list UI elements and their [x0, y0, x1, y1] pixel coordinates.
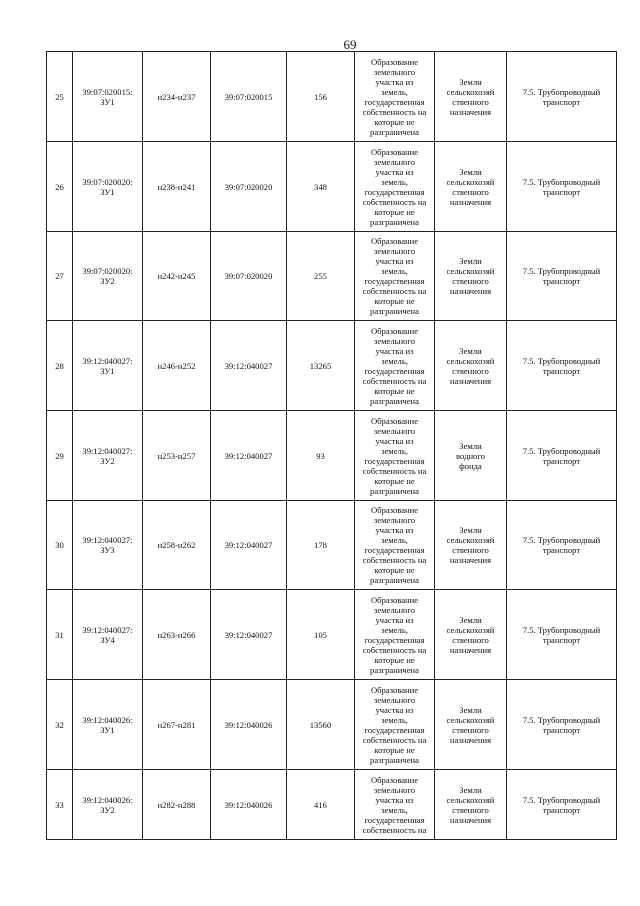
- cell-line: собственность на: [362, 824, 427, 835]
- cell-line: участка из: [375, 435, 414, 446]
- row-number-cell: [47, 590, 73, 680]
- cell-line: транспорт: [542, 545, 581, 555]
- cell-text: 105: [314, 629, 327, 640]
- formation-method-cell: [355, 590, 435, 680]
- cell-text: 255: [314, 271, 327, 281]
- cell-line: транспорт: [542, 634, 581, 645]
- cell-line: земельного: [373, 694, 416, 705]
- cell-line: которые не: [374, 116, 415, 127]
- cell-line: Земли: [459, 704, 482, 715]
- boundary-points-cell: [143, 680, 211, 770]
- boundary-points-cell: [143, 770, 211, 840]
- cadastral-quarter-cell: [211, 680, 287, 770]
- cell-line: земельного: [373, 515, 416, 525]
- cell-text: н234-н237: [157, 91, 196, 102]
- cell-line: ственного: [452, 804, 489, 815]
- cell-text: 39:07:020020: [224, 271, 273, 281]
- cell-line: разграничена: [370, 754, 419, 765]
- cadastral-number-cell: [73, 770, 143, 840]
- cell-line: земельного: [373, 335, 416, 346]
- cell-text: 13560: [309, 719, 332, 730]
- cell-line: ЗУ2: [100, 804, 115, 815]
- formation-method-cell: [355, 411, 435, 501]
- cell-text: н246-н252: [157, 360, 196, 371]
- cell-line: 39:12:040027:: [82, 445, 133, 456]
- cell-line: Земли: [459, 166, 482, 177]
- cell-line: ЗУ2: [100, 276, 115, 286]
- cell-text: н253-н257: [157, 450, 196, 461]
- cell-line: Земли: [459, 614, 482, 625]
- cell-line: Земли: [459, 76, 482, 87]
- row-number-cell: [47, 411, 73, 501]
- cell-line: назначения: [449, 286, 492, 296]
- boundary-points-cell: [143, 52, 211, 142]
- permitted-use-cell: [507, 590, 617, 680]
- cell-text: н242-н245: [157, 271, 196, 281]
- cell-line: назначения: [449, 814, 492, 825]
- cell-line: Земли: [459, 440, 482, 451]
- cell-line: которые не: [374, 385, 415, 396]
- cell-line: разграничена: [370, 395, 419, 406]
- cadastral-number-cell: [73, 321, 143, 411]
- cell-line: назначения: [449, 555, 492, 565]
- cell-line: разграничена: [370, 126, 419, 137]
- cell-line: 39:07:020020:: [82, 266, 133, 276]
- row-number-cell: [47, 770, 73, 840]
- cell-line: государственная: [364, 724, 425, 735]
- cadastral-number-cell: [73, 411, 143, 501]
- cell-line: 7.5. Трубопроводный: [522, 355, 601, 366]
- cell-line: собственность на: [362, 734, 427, 745]
- area-cell: [287, 142, 355, 232]
- cadastral-quarter-cell: [211, 142, 287, 232]
- cadastral-quarter-cell: [211, 501, 287, 590]
- cell-line: 39:12:040027:: [82, 355, 133, 366]
- cell-line: собственность на: [362, 555, 427, 565]
- cell-line: земель,: [381, 176, 408, 187]
- cadastral-quarter-cell: [211, 590, 287, 680]
- cell-line: сельскохозяй: [446, 266, 495, 276]
- cell-line: 7.5. Трубопроводный: [522, 794, 601, 805]
- land-category-cell: [435, 770, 507, 840]
- table-row: [47, 411, 617, 501]
- cell-line: которые не: [374, 654, 415, 665]
- cell-line: назначения: [449, 196, 492, 207]
- permitted-use-cell: [507, 411, 617, 501]
- cell-line: собственность на: [362, 196, 427, 207]
- cell-line: участка из: [375, 76, 414, 87]
- cell-text: 33: [55, 799, 64, 810]
- cell-text: 348: [314, 181, 327, 192]
- cell-line: участка из: [375, 525, 414, 535]
- cell-line: земельного: [373, 156, 416, 167]
- cell-text: н282-н288: [157, 799, 196, 810]
- permitted-use-cell: [507, 680, 617, 770]
- cell-line: ственного: [452, 545, 489, 555]
- cell-line: участка из: [375, 704, 414, 715]
- cell-line: участка из: [375, 794, 414, 805]
- permitted-use-cell: [507, 321, 617, 411]
- table-row: [47, 770, 617, 840]
- cell-line: назначения: [449, 375, 492, 386]
- table-body: [47, 52, 617, 840]
- cell-line: 7.5. Трубопроводный: [522, 266, 601, 276]
- permitted-use-cell: [507, 770, 617, 840]
- cell-line: сельскохозяй: [446, 624, 495, 635]
- table-row: [47, 590, 617, 680]
- cell-line: разграничена: [370, 485, 419, 496]
- cell-line: собственность на: [362, 465, 427, 476]
- cell-text: 25: [55, 91, 64, 102]
- cell-text: 30: [55, 540, 64, 550]
- cell-line: земельного: [373, 604, 416, 615]
- cell-text: 39:12:040026: [224, 719, 273, 730]
- formation-method-cell: [355, 680, 435, 770]
- cell-line: назначения: [449, 734, 492, 745]
- cadastral-number-cell: [73, 52, 143, 142]
- row-number-cell: [47, 232, 73, 321]
- area-cell: [287, 590, 355, 680]
- cell-line: разграничена: [370, 664, 419, 675]
- cadastral-quarter-cell: [211, 770, 287, 840]
- area-cell: [287, 770, 355, 840]
- cell-line: фонда: [459, 460, 482, 471]
- cell-text: 39:12:040026: [224, 799, 273, 810]
- land-plots-table: [46, 51, 617, 840]
- cell-line: государственная: [364, 814, 425, 825]
- formation-method-cell: [355, 501, 435, 590]
- cell-line: разграничена: [370, 306, 419, 316]
- cell-line: которые не: [374, 744, 415, 755]
- cell-line: Образование: [370, 594, 419, 605]
- cell-line: 7.5. Трубопроводный: [522, 86, 601, 97]
- formation-method-cell: [355, 321, 435, 411]
- cell-line: Земли: [459, 525, 482, 535]
- table-row: [47, 52, 617, 142]
- cell-line: участка из: [375, 614, 414, 625]
- row-number-cell: [47, 52, 73, 142]
- cell-line: сельскохозяй: [446, 714, 495, 725]
- page-number: 69: [343, 37, 357, 52]
- cell-line: ЗУ1: [100, 365, 115, 376]
- table-row: [47, 232, 617, 321]
- cell-text: 39:07:020015: [224, 91, 273, 102]
- table-row: [47, 501, 617, 590]
- cell-text: 178: [314, 540, 327, 550]
- cell-text: н267-н281: [157, 719, 196, 730]
- boundary-points-cell: [143, 411, 211, 501]
- cell-text: 26: [55, 181, 64, 192]
- cell-text: 39:12:040027: [224, 629, 273, 640]
- cell-text: 39:12:040027: [224, 540, 273, 550]
- cell-line: ственного: [452, 634, 489, 645]
- formation-method-cell: [355, 142, 435, 232]
- cell-text: 416: [314, 799, 327, 810]
- cell-line: земель,: [381, 624, 408, 635]
- cell-line: Образование: [370, 505, 419, 515]
- cell-line: ЗУ3: [100, 545, 115, 555]
- cadastral-quarter-cell: [211, 411, 287, 501]
- cell-line: Образование: [370, 146, 419, 157]
- cell-line: водного: [456, 450, 485, 461]
- permitted-use-cell: [507, 52, 617, 142]
- boundary-points-cell: [143, 321, 211, 411]
- cell-line: 39:12:040027:: [82, 624, 133, 635]
- cadastral-number-cell: [73, 232, 143, 321]
- cell-line: государственная: [364, 186, 425, 197]
- cell-line: 39:12:040026:: [82, 794, 133, 805]
- land-category-cell: [435, 321, 507, 411]
- area-cell: [287, 411, 355, 501]
- cell-line: транспорт: [542, 365, 581, 376]
- cell-line: государственная: [364, 455, 425, 466]
- area-cell: [287, 680, 355, 770]
- cell-line: 39:07:020020:: [82, 176, 133, 187]
- cell-line: транспорт: [542, 276, 581, 286]
- cell-line: транспорт: [542, 96, 581, 107]
- cell-line: земель,: [381, 445, 408, 456]
- cell-line: ЗУ1: [100, 724, 115, 735]
- cell-line: земель,: [381, 266, 408, 276]
- land-category-cell: [435, 501, 507, 590]
- cell-line: транспорт: [542, 186, 581, 197]
- formation-method-cell: [355, 232, 435, 321]
- permitted-use-cell: [507, 142, 617, 232]
- cell-text: 39:07:020020: [224, 181, 273, 192]
- cell-text: 39:12:040027: [224, 360, 273, 371]
- cell-line: транспорт: [542, 724, 581, 735]
- boundary-points-cell: [143, 501, 211, 590]
- boundary-points-cell: [143, 142, 211, 232]
- cell-line: 7.5. Трубопроводный: [522, 624, 601, 635]
- cell-line: 7.5. Трубопроводный: [522, 176, 601, 187]
- cell-text: 156: [314, 91, 327, 102]
- permitted-use-cell: [507, 232, 617, 321]
- cell-line: 7.5. Трубопроводный: [522, 714, 601, 725]
- cell-line: разграничена: [370, 575, 419, 585]
- land-category-cell: [435, 52, 507, 142]
- cell-line: Земли: [459, 345, 482, 356]
- cell-text: н263-н266: [157, 629, 196, 640]
- cell-line: Образование: [370, 774, 419, 785]
- cell-line: земельного: [373, 66, 416, 77]
- cell-line: 39:12:040026:: [82, 714, 133, 725]
- cell-line: собственность на: [362, 644, 427, 655]
- land-category-cell: [435, 232, 507, 321]
- cadastral-quarter-cell: [211, 232, 287, 321]
- area-cell: [287, 232, 355, 321]
- boundary-points-cell: [143, 590, 211, 680]
- row-number-cell: [47, 680, 73, 770]
- boundary-points-cell: [143, 232, 211, 321]
- cell-line: сельскохозяй: [446, 535, 495, 545]
- land-category-cell: [435, 411, 507, 501]
- cell-line: разграничена: [370, 216, 419, 227]
- cadastral-number-cell: [73, 142, 143, 232]
- cell-line: Образование: [370, 325, 419, 336]
- cell-line: земель,: [381, 355, 408, 366]
- cell-line: 7.5. Трубопроводный: [522, 445, 601, 456]
- cell-line: собственность на: [362, 375, 427, 386]
- cell-line: ственного: [452, 96, 489, 107]
- cell-line: транспорт: [542, 804, 581, 815]
- land-category-cell: [435, 680, 507, 770]
- table-row: [47, 142, 617, 232]
- cell-line: сельскохозяй: [446, 355, 495, 366]
- cell-line: собственность на: [362, 286, 427, 296]
- cell-line: транспорт: [542, 455, 581, 466]
- area-cell: [287, 501, 355, 590]
- cell-line: 39:12:040027:: [82, 535, 133, 545]
- table-row: [47, 321, 617, 411]
- cell-line: государственная: [364, 276, 425, 286]
- cadastral-number-cell: [73, 501, 143, 590]
- cell-line: государственная: [364, 634, 425, 645]
- cell-line: земельного: [373, 425, 416, 436]
- cell-line: земель,: [381, 86, 408, 97]
- cell-line: земель,: [381, 714, 408, 725]
- cell-line: участка из: [375, 166, 414, 177]
- cell-line: назначения: [449, 644, 492, 655]
- cell-line: сельскохозяй: [446, 86, 495, 97]
- cell-line: назначения: [449, 106, 492, 117]
- cell-line: которые не: [374, 296, 415, 306]
- cell-line: Образование: [370, 684, 419, 695]
- cadastral-number-cell: [73, 680, 143, 770]
- cell-text: 93: [316, 450, 325, 461]
- cell-line: ственного: [452, 276, 489, 286]
- cell-line: собственность на: [362, 106, 427, 117]
- cell-line: ЗУ4: [100, 634, 115, 645]
- row-number-cell: [47, 321, 73, 411]
- cell-line: ственного: [452, 724, 489, 735]
- cell-line: Образование: [370, 415, 419, 426]
- cell-text: 13265: [309, 360, 332, 371]
- cell-line: земельного: [373, 246, 416, 256]
- cell-line: участка из: [375, 345, 414, 356]
- cell-line: сельскохозяй: [446, 176, 495, 187]
- cell-line: Земли: [459, 256, 482, 266]
- cell-text: н238-н241: [157, 181, 196, 192]
- cell-line: сельскохозяй: [446, 794, 495, 805]
- cell-text: н258-н262: [157, 540, 196, 550]
- cadastral-quarter-cell: [211, 52, 287, 142]
- cell-line: государственная: [364, 545, 425, 555]
- cell-line: которые не: [374, 206, 415, 217]
- cell-line: ственного: [452, 186, 489, 197]
- cadastral-quarter-cell: [211, 321, 287, 411]
- cell-line: земель,: [381, 535, 408, 545]
- formation-method-cell: [355, 770, 435, 840]
- cell-line: Образование: [370, 236, 419, 246]
- cell-line: участка из: [375, 256, 414, 266]
- cell-line: ЗУ1: [100, 186, 115, 197]
- cell-text: 27: [55, 271, 64, 281]
- cell-line: государственная: [364, 96, 425, 107]
- cell-text: 39:12:040027: [224, 450, 273, 461]
- cell-line: 39:07:020015:: [82, 86, 133, 97]
- area-cell: [287, 52, 355, 142]
- cell-line: 7.5. Трубопроводный: [522, 535, 601, 545]
- table-row: [47, 680, 617, 770]
- cell-line: ственного: [452, 365, 489, 376]
- cell-line: ЗУ1: [100, 96, 115, 107]
- row-number-cell: [47, 501, 73, 590]
- cell-line: ЗУ2: [100, 455, 115, 466]
- area-cell: [287, 321, 355, 411]
- cadastral-number-cell: [73, 590, 143, 680]
- cell-line: земель,: [381, 804, 408, 815]
- cell-line: Земли: [459, 784, 482, 795]
- permitted-use-cell: [507, 501, 617, 590]
- cell-line: Образование: [370, 56, 419, 67]
- row-number-cell: [47, 142, 73, 232]
- cell-text: 29: [55, 450, 64, 461]
- cell-text: 28: [55, 360, 64, 371]
- formation-method-cell: [355, 52, 435, 142]
- cell-text: 32: [55, 719, 64, 730]
- cell-line: земельного: [373, 784, 416, 795]
- land-category-cell: [435, 142, 507, 232]
- cell-line: государственная: [364, 365, 425, 376]
- land-category-cell: [435, 590, 507, 680]
- cell-text: 31: [55, 629, 64, 640]
- cell-line: которые не: [374, 565, 415, 575]
- cell-line: которые не: [374, 475, 415, 486]
